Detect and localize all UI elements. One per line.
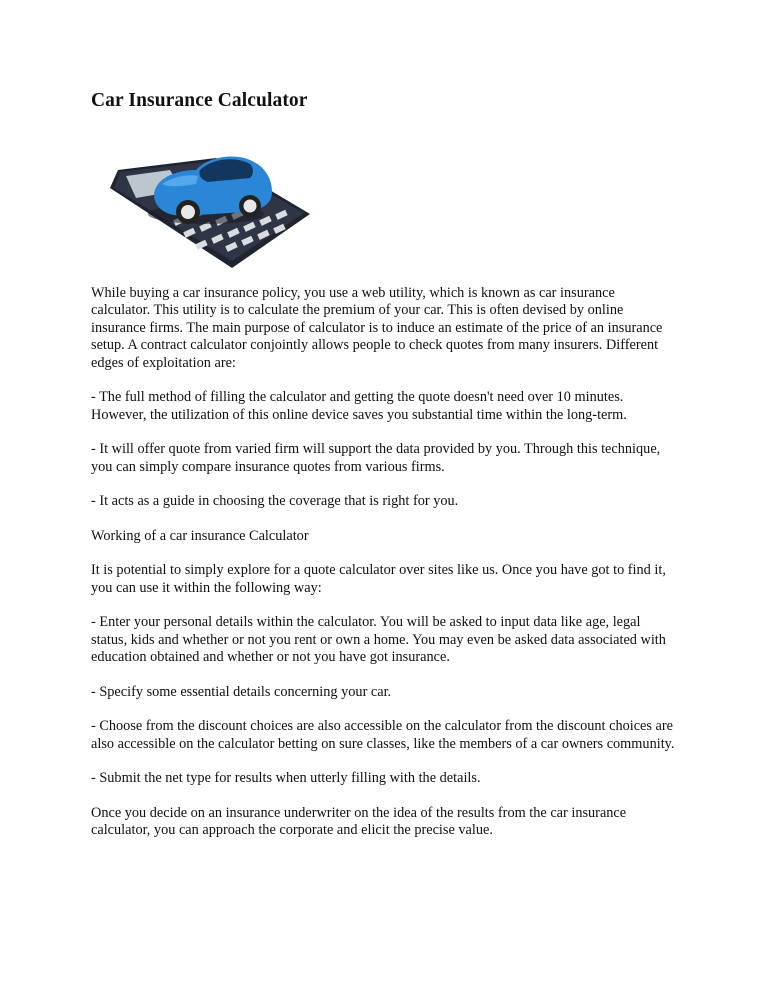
closing-paragraph: Once you decide on an insurance underwriter on the idea of the results from the car insurance calculator, you can approach the corporate and elicit the precise value. (91, 805, 627, 839)
bullet-paragraph: - It will offer quote from varied firm will support the data provided by you. Through this technique, you can simply compare insurance quotes from various firms. (91, 441, 661, 475)
section-heading: Working of a car insurance Calculator (91, 527, 309, 544)
bullet-paragraph: - It acts as a guide in choosing the coverage that is right for you. (91, 493, 459, 510)
intro-paragraph: While buying a car insurance policy, you use a web utility, which is known as car insurance calculator. This utility is to calculate the premium of your car. This is often devised by online insurance firms. The main purpose of calculator is to induce an estimate of the price of an insurance setup. A contract calculator conjointly allows people to check quotes from many insurers. Different edges of exploitation are: (91, 285, 663, 371)
bullet-paragraph: - Enter your personal details within the calculator. You will be asked to input data like age, legal status, kids and whether or not you rent or own a home. You may even be asked data associated with education obtained and whether or not you have got insurance. (91, 614, 666, 666)
article-body (91, 285, 676, 857)
body-paragraph: It is potential to simply explore for a quote calculator over sites like us. Once you have got to find it, you can use it within the following way: (91, 562, 666, 596)
bullet-paragraph: - Specify some essential details concerning your car. (91, 683, 392, 700)
bullet-paragraph: - The full method of filling the calculator and getting the quote doesn't need over 10 minutes. However, the utilization of this online device saves you substantial time within the long-term. (91, 389, 627, 423)
page-title: Car Insurance Calculator (91, 90, 308, 111)
bullet-paragraph: - Choose from the discount choices are also accessible on the calculator from the discount choices are also accessible on the calculator betting on sure classes, like the members of a car owners community. (91, 718, 675, 752)
car-on-calculator-icon (104, 148, 314, 270)
bullet-paragraph: - Submit the net type for results when utterly filling with the details. (91, 770, 481, 787)
